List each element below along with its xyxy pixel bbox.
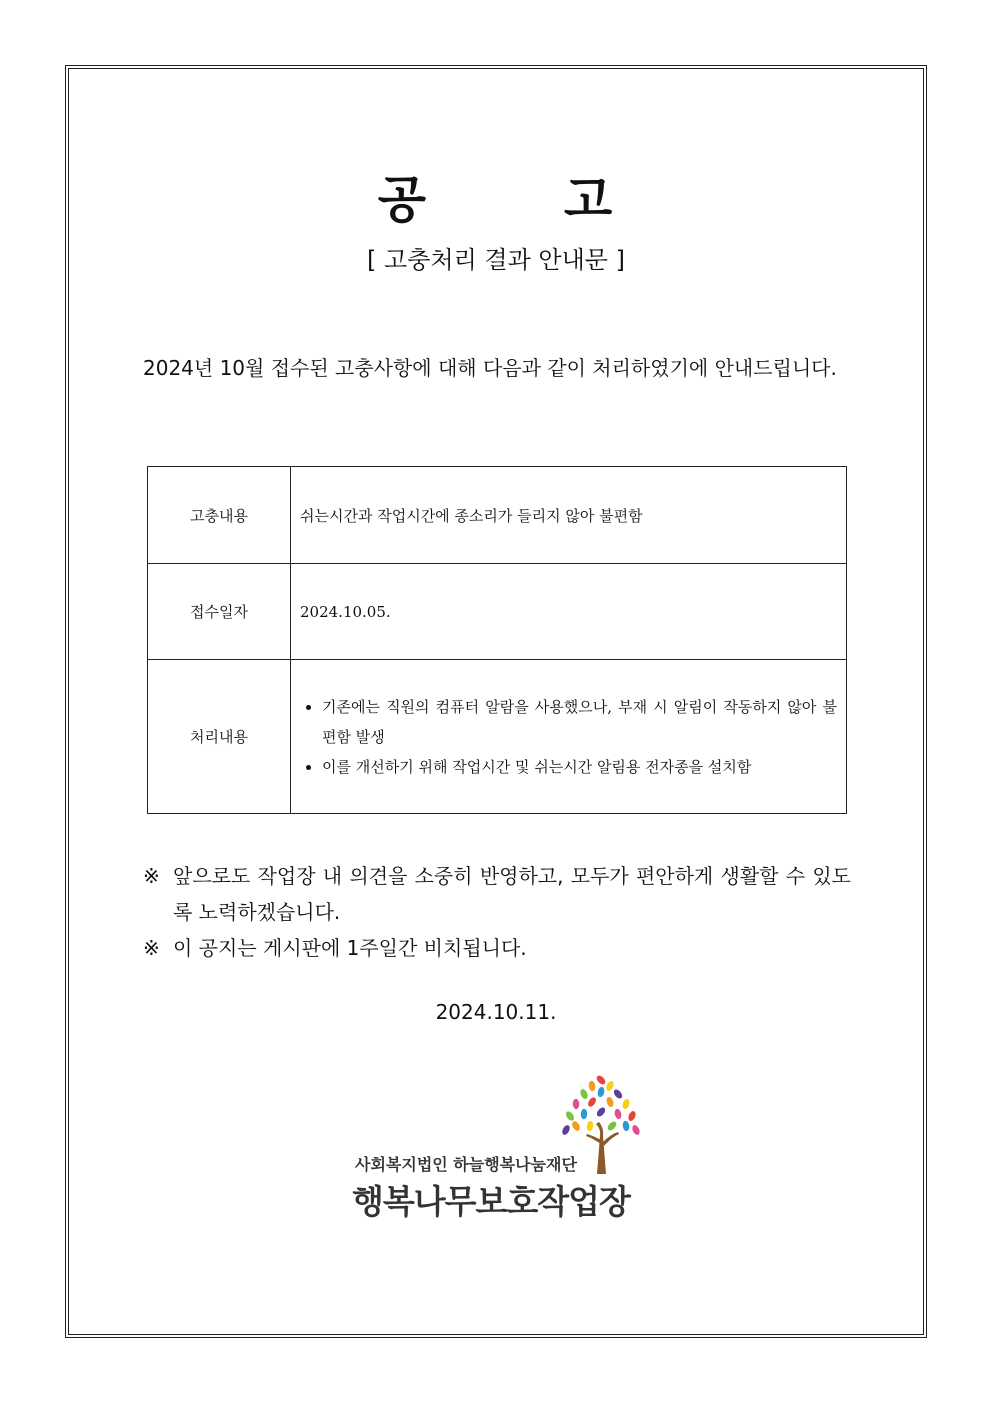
reference-mark: ※: [143, 864, 160, 888]
logo-leaf: [621, 1098, 630, 1110]
row-label-grievance: 고충내용: [148, 467, 291, 564]
notes: [143, 858, 851, 966]
logo-leaf: [622, 1120, 630, 1131]
action-list: [300, 692, 837, 782]
table-row: [148, 660, 847, 814]
notice-subtitle: [ 고충처리 결과 안내문 ]: [367, 246, 625, 274]
logo-leaf: [605, 1080, 616, 1092]
note-item: [143, 858, 851, 930]
logo-leaf: [586, 1120, 594, 1131]
logo-leaf: [564, 1110, 575, 1122]
logo-leaf: [581, 1109, 588, 1120]
logo-leaf: [586, 1096, 597, 1108]
organization-name: 행복나무보호작업장: [352, 1182, 630, 1221]
row-value-action: [291, 660, 847, 814]
action-item: • 기존에는 직원의 컴퓨터 알람을 사용했으나, 부재 시 알림이 작동하지 않아 불편함 발생: [322, 692, 837, 752]
logo-leaf: [614, 1108, 623, 1120]
note-item: [143, 930, 851, 966]
logo-leaf: [595, 1074, 607, 1086]
organization-subtitle: 사회복지법인 하늘행복나눔재단: [355, 1155, 577, 1174]
logo-leaf: [612, 1088, 624, 1100]
note-text: 앞으로도 작업장 내 의견을 소중히 반영하고, 모두가 편안하게 생활할 수 있도록 노력하겠습니다.: [173, 864, 851, 924]
row-label-action: 처리내용: [148, 660, 291, 814]
logo-leaf: [605, 1096, 614, 1108]
row-value-grievance: 쉬는시간과 작업시간에 종소리가 들리지 않아 불편함: [291, 467, 847, 564]
logo-leaf: [573, 1099, 580, 1110]
row-label-received-date: 접수일자: [148, 564, 291, 660]
logo-leaf: [588, 1080, 596, 1091]
logo-leaf: [597, 1086, 606, 1098]
logo-leaf: [606, 1120, 618, 1132]
logo-leaf: [561, 1124, 572, 1136]
notice-title: 공 고: [377, 171, 615, 229]
table-row: [148, 467, 847, 564]
note-text: 이 공지는 게시판에 1주일간 비치됩니다.: [173, 936, 527, 960]
logo-leaf: [595, 1106, 607, 1118]
logo-leaf: [631, 1124, 641, 1136]
logo-leaf: [579, 1088, 589, 1100]
grievance-table: [147, 466, 847, 814]
reference-mark: ※: [143, 936, 160, 960]
action-item: • 이를 개선하기 위해 작업시간 및 쉬는시간 알림용 전자종을 설치함: [322, 752, 837, 782]
logo-leaf: [627, 1110, 637, 1122]
notice-date: 2024.10.11.: [435, 1000, 557, 1024]
logo-leaf: [571, 1120, 582, 1132]
row-value-received-date: 2024.10.05.: [291, 564, 847, 660]
intro-paragraph: 2024년 10월 접수된 고충사항에 대해 다음과 같이 처리하였기에 안내드립니다.: [143, 356, 837, 380]
table-row: [148, 564, 847, 660]
